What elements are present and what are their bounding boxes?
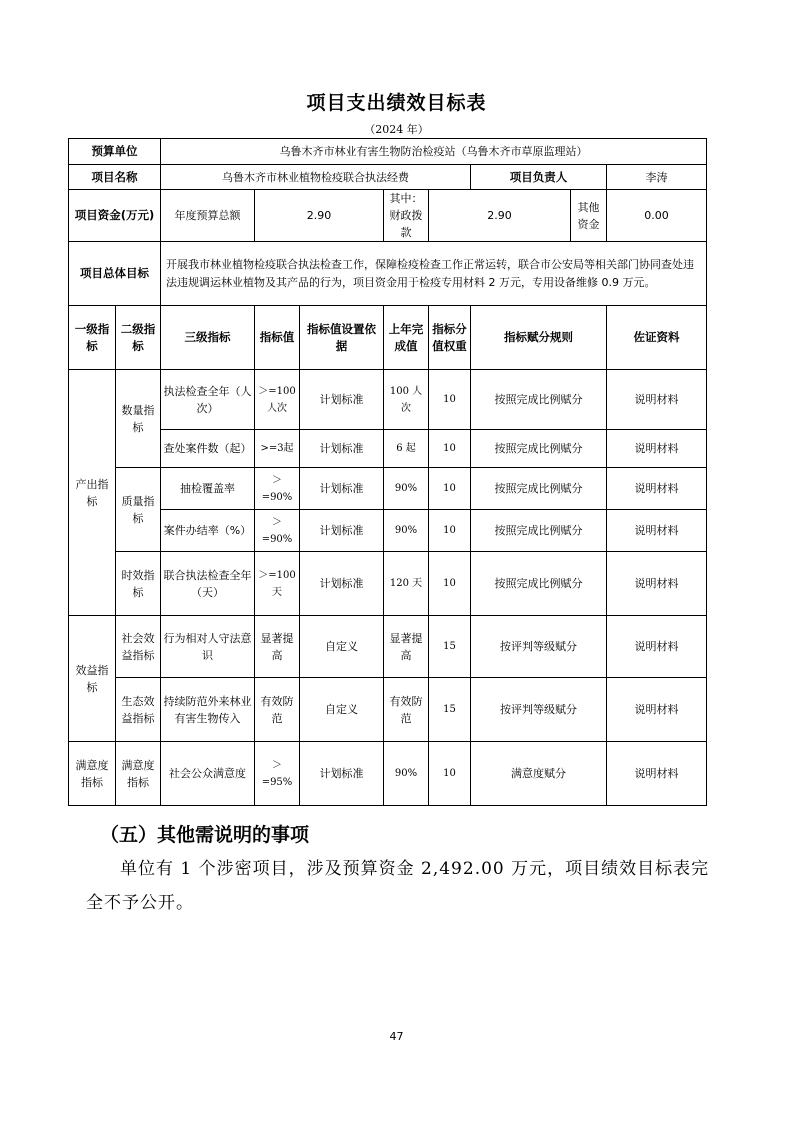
- leader-value: 李涛: [607, 165, 707, 190]
- group-timeliness: 时效指标: [116, 552, 161, 616]
- indicator-weight: 10: [429, 468, 471, 510]
- indicator-value: 显著提高: [255, 616, 300, 678]
- table-title: 项目支出绩效目标表: [306, 92, 487, 114]
- indicator-rule: 按照完成比例赋分: [471, 510, 607, 552]
- indicator-basis: 计划标准: [300, 370, 384, 430]
- indicator-name: 社会公众满意度: [161, 742, 255, 806]
- indicator-basis: 计划标准: [300, 552, 384, 616]
- unit-label: 预算单位: [69, 139, 161, 165]
- fund-label: 项目资金(万元): [69, 190, 161, 242]
- indicator-evidence: 说明材料: [607, 430, 707, 468]
- group-satisfaction: 满意度指标: [69, 742, 116, 806]
- goal-text: 开展我市林业植物检疫联合执法检查工作，保障检疫检查工作正常运转，联合市公安局等相关部门协同查处违法违规调运林业植物及其产品的行为，项目资金用于检疫专用材料 2 万元，专用设备维修 0.9 万元。: [161, 242, 707, 306]
- indicator-value: ＞=100人次: [255, 370, 300, 430]
- group-quantity: 数量指标: [116, 370, 161, 468]
- group-benefit: 效益指标: [69, 616, 116, 742]
- indicator-rule: 按照完成比例赋分: [471, 552, 607, 616]
- other-label: 其他资金: [571, 190, 607, 242]
- indicator-rule: 满意度赋分: [471, 742, 607, 806]
- indicator-value: ＞=90%: [255, 468, 300, 510]
- col-header-level1: 一级指标: [69, 306, 116, 370]
- col-header-weight: 指标分值权重: [429, 306, 471, 370]
- leader-label: 项目负责人: [471, 165, 607, 190]
- indicator-weight: 10: [429, 430, 471, 468]
- indicator-prev: 有效防范: [384, 678, 429, 742]
- indicator-rule: 按照完成比例赋分: [471, 468, 607, 510]
- project-value: 乌鲁木齐市林业植物检疫联合执法经费: [161, 165, 471, 190]
- indicator-evidence: 说明材料: [607, 510, 707, 552]
- unit-value: 乌鲁木齐市林业有害生物防治检疫站（乌鲁木齐市草原监理站）: [161, 139, 707, 165]
- indicator-basis: 计划标准: [300, 430, 384, 468]
- indicator-evidence: 说明材料: [607, 742, 707, 806]
- indicator-prev: 90%: [384, 468, 429, 510]
- indicator-name: 案件办结率（%）: [161, 510, 255, 552]
- indicator-rule: 按照完成比例赋分: [471, 370, 607, 430]
- indicator-value: ＞=90%: [255, 510, 300, 552]
- fiscal-label: 其中：财政拨款: [384, 190, 429, 242]
- col-header-value: 指标值: [255, 306, 300, 370]
- indicator-evidence: 说明材料: [607, 616, 707, 678]
- indicator-value: ＞=95%: [255, 742, 300, 806]
- col-header-rule: 指标赋分规则: [471, 306, 607, 370]
- col-header-level2: 二级指标: [116, 306, 161, 370]
- indicator-name: 联合执法检查全年（天）: [161, 552, 255, 616]
- indicator-basis: 自定义: [300, 616, 384, 678]
- project-label: 项目名称: [69, 165, 161, 190]
- indicator-name: 抽检覆盖率: [161, 468, 255, 510]
- col-header-evidence: 佐证资料: [607, 306, 707, 370]
- page-number: 47: [389, 1030, 404, 1043]
- indicator-name: 执法检查全年（人次）: [161, 370, 255, 430]
- indicator-name: 行为相对人守法意识: [161, 616, 255, 678]
- other-value: 0.00: [607, 190, 707, 242]
- fiscal-value: 2.90: [429, 190, 571, 242]
- indicator-weight: 15: [429, 616, 471, 678]
- indicator-prev: 120 天: [384, 552, 429, 616]
- indicator-basis: 计划标准: [300, 510, 384, 552]
- performance-table: [68, 138, 707, 806]
- indicator-prev: 显著提高: [384, 616, 429, 678]
- indicator-prev: 90%: [384, 742, 429, 806]
- table-year: （2024 年）: [364, 123, 429, 136]
- indicator-value: >=3起: [255, 430, 300, 468]
- indicator-weight: 10: [429, 552, 471, 616]
- indicator-name: 查处案件数（起）: [161, 430, 255, 468]
- indicator-rule: 按评判等级赋分: [471, 616, 607, 678]
- indicator-value: 有效防范: [255, 678, 300, 742]
- indicator-weight: 10: [429, 370, 471, 430]
- indicator-basis: 自定义: [300, 678, 384, 742]
- group-output: 产出指标: [69, 370, 116, 616]
- indicator-evidence: 说明材料: [607, 678, 707, 742]
- indicator-evidence: 说明材料: [607, 370, 707, 430]
- indicator-weight: 10: [429, 742, 471, 806]
- group-satisfaction-sub: 满意度指标: [116, 742, 161, 806]
- indicator-weight: 15: [429, 678, 471, 742]
- col-header-basis: 指标值设置依据: [300, 306, 384, 370]
- annual-value: 2.90: [255, 190, 384, 242]
- body-paragraph: 单位有 1 个涉密项目，涉及预算资金 2,492.00 万元，项目绩效目标表完全不予公开。: [86, 859, 710, 913]
- indicator-evidence: 说明材料: [607, 468, 707, 510]
- col-header-level3: 三级指标: [161, 306, 255, 370]
- indicator-basis: 计划标准: [300, 468, 384, 510]
- indicator-name: 持续防范外来林业有害生物传入: [161, 678, 255, 742]
- group-eco: 生态效益指标: [116, 678, 161, 742]
- indicator-value: ＞=100天: [255, 552, 300, 616]
- indicator-prev: 6 起: [384, 430, 429, 468]
- indicator-basis: 计划标准: [300, 742, 384, 806]
- goal-label: 项目总体目标: [69, 242, 161, 306]
- group-social: 社会效益指标: [116, 616, 161, 678]
- indicator-rule: 按照完成比例赋分: [471, 430, 607, 468]
- indicator-rule: 按评判等级赋分: [471, 678, 607, 742]
- group-quality: 质量指标: [116, 468, 161, 552]
- section-heading: （五）其他需说明的事项: [100, 824, 310, 846]
- annual-label: 年度预算总额: [161, 190, 255, 242]
- col-header-prev: 上年完成值: [384, 306, 429, 370]
- indicator-prev: 90%: [384, 510, 429, 552]
- indicator-prev: 100 人次: [384, 370, 429, 430]
- indicator-weight: 10: [429, 510, 471, 552]
- indicator-evidence: 说明材料: [607, 552, 707, 616]
